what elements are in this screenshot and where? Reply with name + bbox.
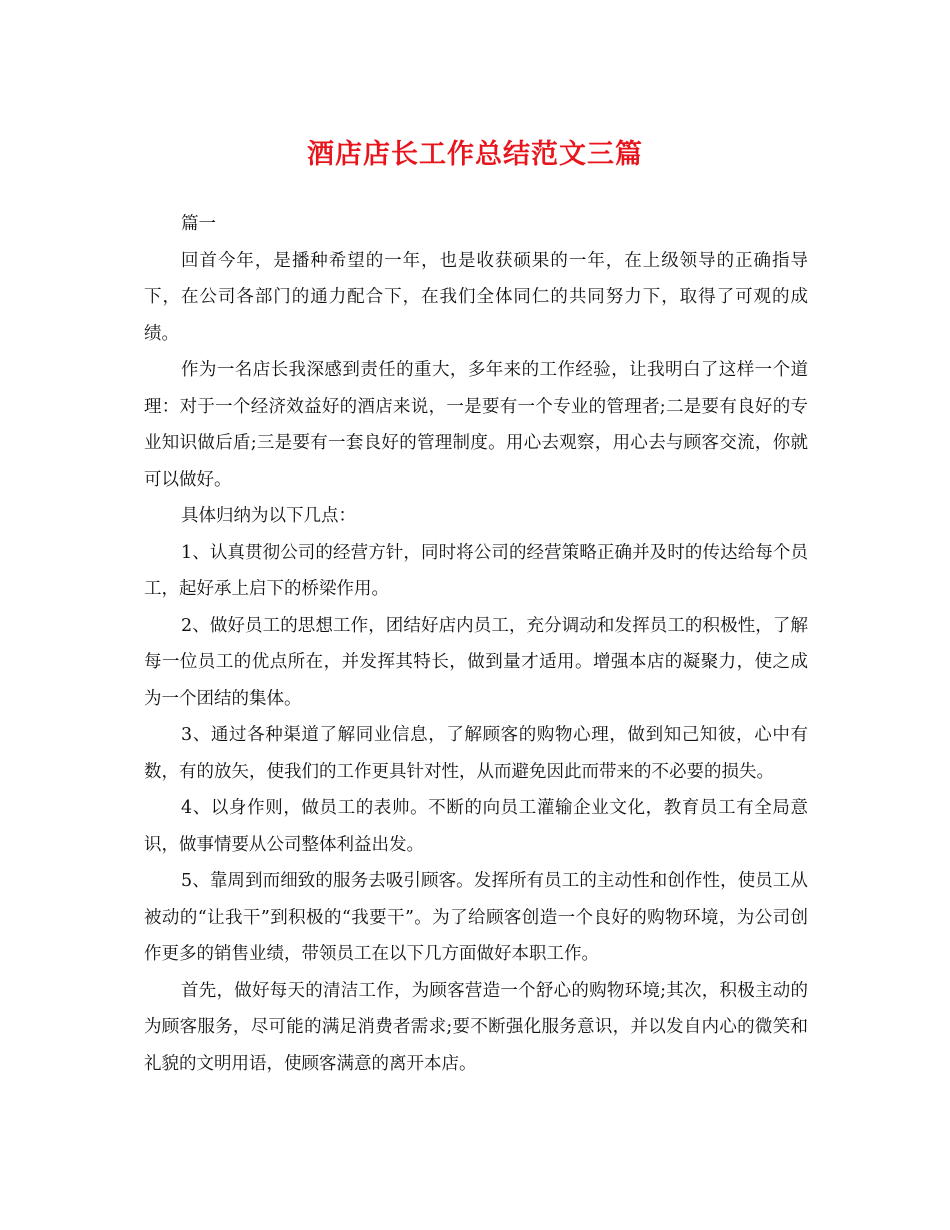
section-label: 篇一 [181,214,216,234]
document-title: 酒店店长工作总结范文三篇 [307,139,643,170]
paragraph-first-steps: 首先，做好每天的清洁工作，为顾客营造一个舒心的购物环境;其次，积极主动的为顾客服务，尽可能的满足消费者需求;要不断强化服务意识，并以发自内心的微笑和礼貌的文明用语，使顾客满意的离开本店。 [144,980,808,1074]
paragraph-point-5: 5、靠周到而细致的服务去吸引顾客。发挥所有员工的主动性和创作性，使员工从被动的“让我干”到积极的“我要干”。为了给顾客创造一个良好的购物环境，为公司创作更多的销售业绩，带领员工在以下几方面做好本职工作。 [144,871,808,964]
paragraph-point-4: 4、以身作则，做员工的表帅。不断的向员工灌输企业文化，教育员工有全局意识，做事情要从公司整体利益出发。 [144,798,808,855]
paragraph-summary-heading: 具体归纳为以下几点： [181,506,356,526]
paragraph-point-3: 3、通过各种渠道了解同业信息，了解顾客的购物心理，做到知己知彼，心中有数，有的放矢，使我们的工作更具针对性，从而避免因此而带来的不必要的损失。 [144,725,808,782]
paragraph-intro: 回首今年，是播种希望的一年，也是收获硕果的一年，在上级领导的正确指导下，在公司各部门的通力配合下，在我们全体同仁的共同努力下，取得了可观的成绩。 [144,250,808,344]
paragraph-point-1: 1、认真贯彻公司的经营方针，同时将公司的经营策略正确并及时的传达给每个员工，起好承上启下的桥梁作用。 [144,542,808,599]
paragraph-manager-role: 作为一名店长我深感到责任的重大，多年来的工作经验，让我明白了这样一个道理：对于一个经济效益好的酒店来说，一是要有一个专业的管理者;二是要有良好的专业知识做后盾;三是要有一套良好的管理制度。用心去观察，用心去与顾客交流，你就可以做好。 [144,360,808,490]
document-body [144,206,808,1082]
paragraph-point-2: 2、做好员工的思想工作，团结好店内员工，充分调动和发挥员工的积极性，了解每一位员工的优点所在，并发挥其特长，做到量才适用。增强本店的凝聚力，使之成为一个团结的集体。 [144,615,808,709]
